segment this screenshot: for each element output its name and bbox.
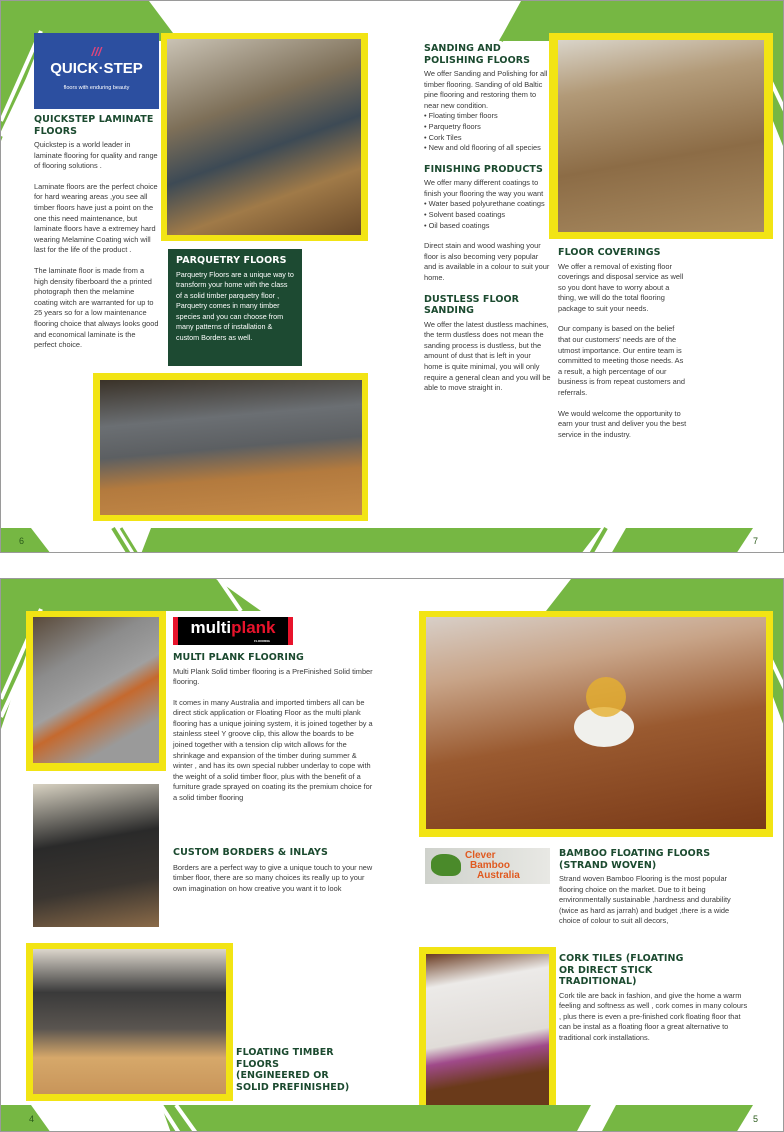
multiplank-heading: MULTI PLANK FLOORING <box>173 652 304 663</box>
page-number: 4 <box>29 1114 35 1124</box>
sanding-heading: SANDING AND POLISHING FLOORS <box>424 43 531 66</box>
sanding-list <box>424 111 551 153</box>
quickstep-paragraph: Quickstep is a world leader in laminate flooring for quality and range of flooring solutions . <box>34 140 158 171</box>
orchid-flowers <box>586 677 626 717</box>
page-number: 5 <box>753 1114 759 1124</box>
dustless-text: We offer the latest dustless machines, the term dustless does not mean the sanding process is dustless, but the amount of dust that is left in your home is quite minimal, you will only require a general clean and you will be able to move straight in. <box>424 319 551 393</box>
custom-text: Borders are a perfect way to give a unique touch to your new timber floor, there are so many choices its really up to your own imagination on how creative you want it to look <box>173 862 373 893</box>
polished-floor-photo <box>558 40 764 232</box>
finishing-text-2: Direct stain and wood washing your floor is also becoming very popular and is available in a colour to suit your home. <box>424 241 550 282</box>
dustless-heading: DUSTLESS FLOOR SANDING <box>424 293 520 317</box>
quickstep-logo: /// QUICK·STEP floors with enduring beauty <box>34 33 159 109</box>
parquetry-heading: PARQUETRY FLOORS <box>176 255 287 266</box>
cork-text: Cork tile are back in fashion, and give the home a warm feeling and softness as well , cork comes in many colours , plus there is even a pre-finished cork floating floor that can be instal as a floating floor a great alternative to traditional cork installations. <box>559 990 748 1042</box>
coverings-paragraph: We offer a removal of existing floor coverings and disposal service as well so you dont have to worry about a thing, we will do the total flooring package to suit your needs. <box>558 261 684 313</box>
gym-floor-photo <box>33 949 226 1094</box>
list-item: • New and old flooring of all species <box>424 143 551 154</box>
multiplank-paragraph: It comes in many Australia and imported timbers all can be direct stick application or Floating Floor as the multi plank flooring has a unique joining system, it is joined together by a stainless steel Y groove clip, this allow the boards to be joined together with a tension clip witch allows for the shrinkage and expansion of the timber during summer & winter , and has its own special rubber underlay to cope with the weight of a solid timber floor, plus with the benefit of a furniture grade sprayed on coating its the premium choice for a solid timber flooring <box>173 697 373 803</box>
sanding-text: We offer Sanding and Polishing for all timber flooring. Sanding of old Baltic pine flooring and restoring them to near new condition. <box>424 69 548 110</box>
coverings-paragraph: We would welcome the opportunity to earn your trust and deliver you the best service in the industry. <box>558 408 687 439</box>
spread-pages-4-5 <box>0 578 784 1132</box>
spread-pages-6-7 <box>0 0 784 553</box>
quickstep-paragraph: Laminate floors are the perfect choice for hard wearing areas ,you see all timber floors have just a point on the one this need maintenance, but laminate floors have a extremey hard wearing Melamine Coating wich will last for the life of the product . <box>34 181 158 255</box>
multiplank-logo: multiplank FLOORING <box>173 617 293 645</box>
plank-install-photo <box>33 617 159 763</box>
orchid-bamboo-floor-photo <box>426 617 766 829</box>
cork-table-photo <box>426 954 549 1105</box>
sofa-photo <box>33 784 159 927</box>
quickstep-paragraph: The laminate floor is made from a high density fiberboard the a printed photograph then the melamine coating witch are warranted for up to 25 years so for a low maintenance flooring choice that always looks good and economical laminate is the perfect choice. <box>34 265 159 350</box>
list-item: • Oil based coatings <box>424 221 551 232</box>
list-item: • Floating timber floors <box>424 111 551 122</box>
finishing-text: We offer many different coatings to finish your flooring the way you want <box>424 178 544 198</box>
list-item: • Parquetry floors <box>424 122 551 133</box>
quickstep-heading: QUICKSTEP LAMINATE FLOORS <box>34 114 154 137</box>
finishing-list <box>424 199 551 231</box>
page-number: 6 <box>19 536 25 546</box>
custom-heading: CUSTOM BORDERS & INLAYS <box>173 847 328 858</box>
floating-heading: FLOATING TIMBER FLOORS (ENGINEERED OR SOLID PREFINISHED) <box>236 1047 350 1093</box>
coverings-heading: FLOOR COVERINGS <box>558 247 661 258</box>
australia-map-icon <box>431 854 461 876</box>
clever-bamboo-logo: Clever Bamboo Australia <box>425 848 550 884</box>
bamboo-text: Strand woven Bamboo Flooring is the most popular flooring choice on the market. Due to it being environmentally sustainable ,hardness and durability (twice as hard as jarrah) and budget ,there is a wide choice of colour to suit all decors, <box>559 874 731 926</box>
page-number: 7 <box>753 536 759 546</box>
parquetry-text: Parquetry Floors are a unique way to transform your home with the class of a solid timber parquetry floor , Parquetry comes in many timber species and you can choose from many patterns of installation & custom Borders as well. <box>176 269 294 343</box>
bamboo-heading: BAMBOO FLOATING FLOORS (STRAND WOVEN) <box>559 848 711 871</box>
lounge-photo <box>100 380 362 515</box>
list-item: • Water based polyurethane coatings <box>424 199 551 210</box>
living-room-photo <box>167 39 361 235</box>
finishing-heading: FINISHING PRODUCTS <box>424 163 543 175</box>
parquetry-box <box>168 249 302 366</box>
list-item: • Solvent based coatings <box>424 210 551 221</box>
coverings-paragraph: Our company is based on the belief that our customers' needs are of the utmost importance. Our entire team is committed to meeting those needs. As a result, a high percentage of our business is from repeat customers and referrals. <box>558 324 685 398</box>
cork-heading: CORK TILES (FLOATING OR DIRECT STICK TRADITIONAL) <box>559 953 684 987</box>
list-item: • Cork Tiles <box>424 133 551 144</box>
multiplank-paragraph: Multi Plank Solid timber flooring is a PreFinished Solid timber flooring. <box>173 666 373 687</box>
